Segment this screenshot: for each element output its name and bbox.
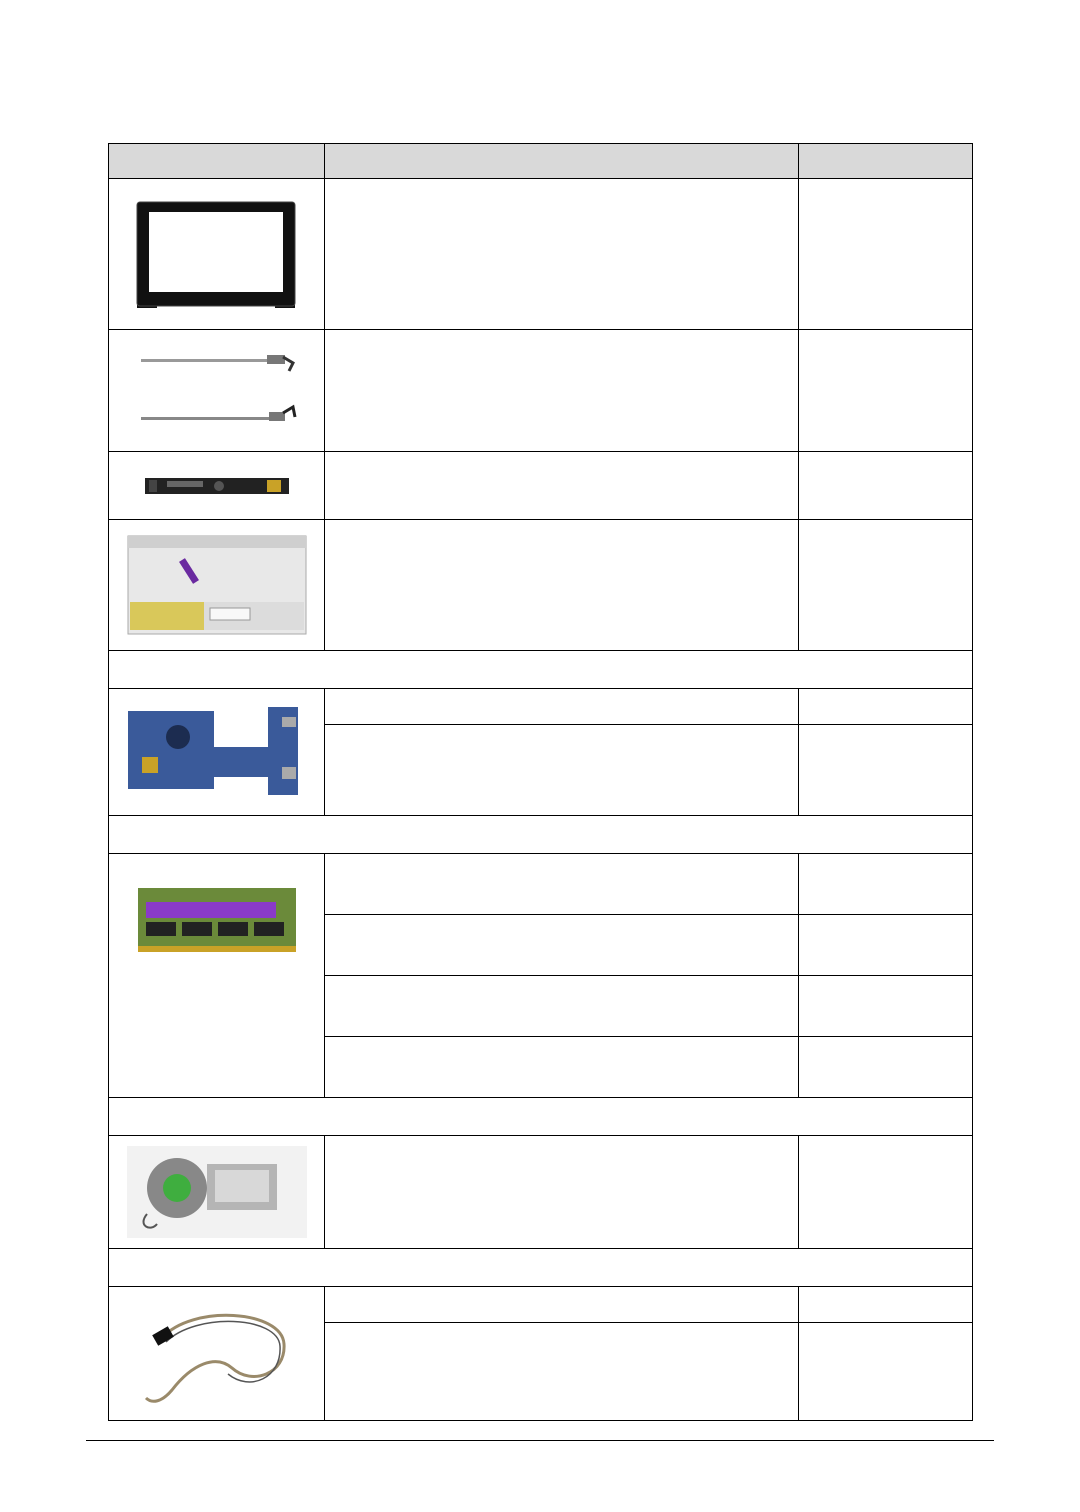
- lcd-cable-image: [132, 1294, 302, 1414]
- row-part-no: [799, 854, 973, 915]
- header-description: [325, 144, 799, 179]
- table-row: [109, 1287, 973, 1323]
- row-description: [325, 976, 799, 1037]
- section-row: [109, 816, 973, 854]
- row-description: [325, 915, 799, 976]
- lcd-hinges-image-cell: [109, 330, 325, 452]
- table-row: [109, 1136, 973, 1249]
- table-row: [109, 854, 973, 915]
- mainboard-image-cell: [109, 689, 325, 816]
- memory-module-image-cell: [109, 854, 325, 1098]
- section-label: [109, 1249, 973, 1287]
- table-row: [109, 330, 973, 452]
- footer-divider: [86, 1440, 994, 1441]
- lcd-hinges-image: [127, 341, 307, 441]
- row-part-no: [799, 1136, 973, 1249]
- lcd-cable-image-cell: [109, 1287, 325, 1421]
- row-part-no: [799, 1323, 973, 1421]
- section-row: [109, 1249, 973, 1287]
- lcd-bezel-image-cell: [109, 179, 325, 330]
- row-description: [325, 330, 799, 452]
- row-description: [325, 520, 799, 651]
- row-description: [325, 179, 799, 330]
- row-part-no: [799, 520, 973, 651]
- row-description: [325, 725, 799, 816]
- row-description: [325, 1287, 799, 1323]
- row-part-no: [799, 725, 973, 816]
- camera-module-image: [127, 466, 307, 506]
- header-part-no: [799, 144, 973, 179]
- row-description: [325, 1323, 799, 1421]
- parts-table: [108, 143, 973, 1421]
- section-label: [109, 1098, 973, 1136]
- lcd-bezel-image: [127, 194, 307, 314]
- row-description: [325, 689, 799, 725]
- table-header-row: [109, 144, 973, 179]
- row-part-no: [799, 915, 973, 976]
- row-part-no: [799, 452, 973, 520]
- thermal-module-image-cell: [109, 1136, 325, 1249]
- section-row: [109, 1098, 973, 1136]
- table-row: [109, 689, 973, 725]
- table-row: [109, 520, 973, 651]
- header-image: [109, 144, 325, 179]
- row-part-no: [799, 689, 973, 725]
- row-part-no: [799, 1287, 973, 1323]
- row-description: [325, 1037, 799, 1098]
- row-part-no: [799, 1037, 973, 1098]
- lcd-panel-image-cell: [109, 520, 325, 651]
- section-label: [109, 651, 973, 689]
- row-part-no: [799, 976, 973, 1037]
- table-row: [109, 179, 973, 330]
- memory-module-image: [134, 880, 300, 960]
- row-description: [325, 854, 799, 915]
- table-row: [109, 452, 973, 520]
- camera-module-image-cell: [109, 452, 325, 520]
- row-description: [325, 1136, 799, 1249]
- row-description: [325, 452, 799, 520]
- lcd-panel-image: [124, 530, 310, 640]
- thermal-module-image: [127, 1144, 307, 1240]
- section-row: [109, 651, 973, 689]
- section-label: [109, 816, 973, 854]
- row-part-no: [799, 330, 973, 452]
- row-part-no: [799, 179, 973, 330]
- mainboard-image: [122, 697, 312, 807]
